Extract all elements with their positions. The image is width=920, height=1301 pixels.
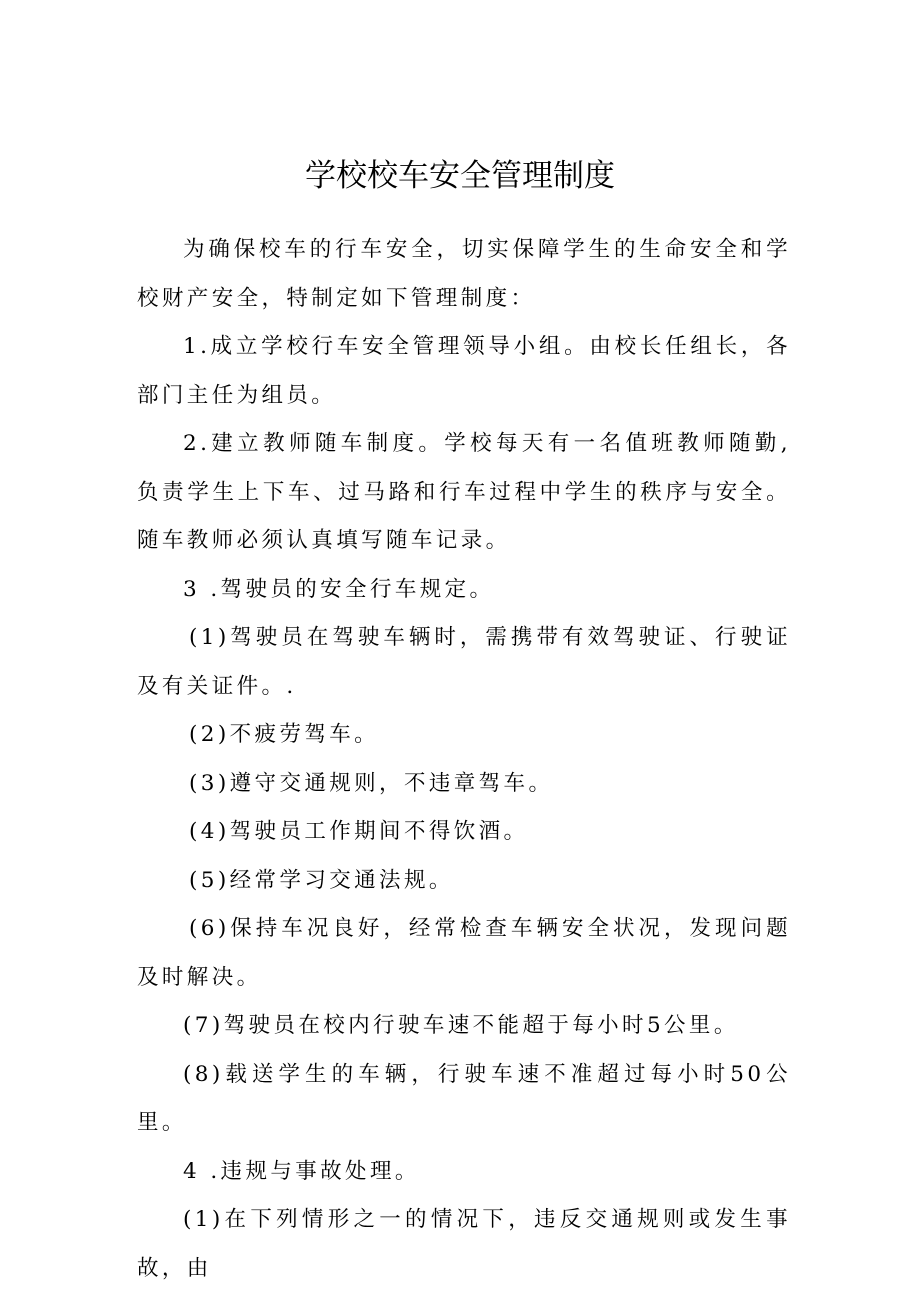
rule-3-item-4: (4)驾驶员工作期间不得饮酒。 [189,819,529,844]
document-body [137,226,791,1293]
rule-3-item-7: (7)驾驶员在校内行驶车速不能超于每小时5公里。 [183,1013,739,1038]
intro-paragraph: 为确保校车的行车安全，切实保障学生的生命安全和学校财产安全，特制定如下管理制度： [137,237,791,311]
rule-3-item-3: (3)遵守交通规则，不违章驾车。 [189,770,554,796]
rule-4-heading: 4 .违规与事故处理。 [183,1158,420,1184]
rule-3-item-2: (2)不疲劳驾车。 [189,722,380,747]
rule-4-item-1: (1)在下列情形之一的情况下，违反交通规则或发生事故，由 [137,1207,791,1281]
rule-3-item-6: (6)保持车况良好，经常检查车辆安全状况，发现问题及时解决。 [137,916,791,990]
rule-3-item-8: (8)载送学生的车辆，行驶车速不准超过每小时50公里。 [137,1061,791,1135]
rule-3-item-5: (5)经常学习交通法规。 [189,867,454,893]
rule-3-heading: 3 .驾驶员的安全行车规定。 [183,576,495,602]
rule-2-paragraph: 2.建立教师随车制度。学校每天有一名值班教师随勤,负责学生上下车、过马路和行车过程中学生的秩序与安全。随车教师必须认真填写随车记录。 [137,431,791,553]
document-title: 学校校车安全管理制度 [305,158,615,194]
rule-3-item-1: (1)驾驶员在驾驶车辆时，需携带有效驾驶证、行驶证及有关证件。. [137,625,791,699]
rule-1-paragraph: 1.成立学校行车安全管理领导小组。由校长任组长，各部门主任为组员。 [137,334,791,408]
